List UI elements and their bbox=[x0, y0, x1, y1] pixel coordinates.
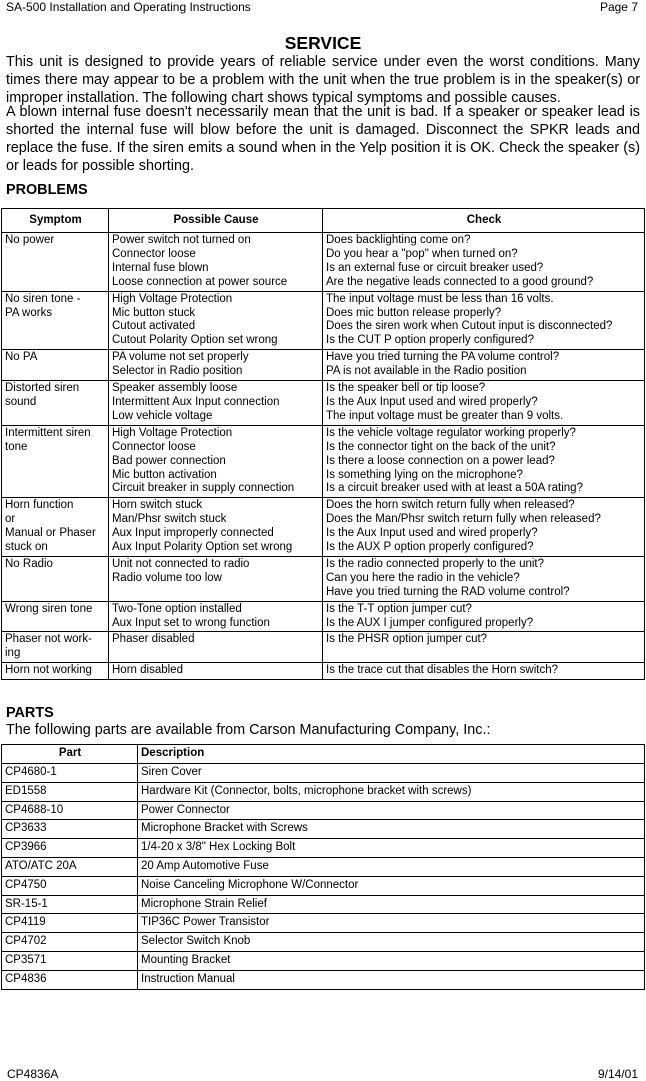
problem-symptom-line: No power bbox=[5, 234, 55, 246]
footer-date: 9/14/01 bbox=[597, 1067, 638, 1081]
problem-check-line: PA is not available in the Radio position bbox=[326, 365, 527, 378]
problem-check-line: Is an external fuse or circuit breaker used? bbox=[326, 261, 544, 274]
part-column-header: Part bbox=[2, 745, 138, 764]
problem-symptom-line: No PA bbox=[5, 351, 38, 364]
symptom-column-header: Symptom bbox=[2, 209, 109, 233]
problem-cause-cell bbox=[109, 425, 323, 498]
problem-cause-cell bbox=[109, 632, 323, 663]
problem-symptom-cell bbox=[2, 663, 109, 680]
part-row bbox=[2, 895, 645, 914]
problem-cause-line: Mic button stuck bbox=[112, 306, 196, 319]
problem-cause-cell bbox=[109, 601, 323, 632]
part-row bbox=[2, 764, 645, 783]
part-row bbox=[2, 801, 645, 820]
parts-intro: The following parts are available from Carson Manufacturing Company, Inc.: bbox=[6, 722, 491, 738]
problem-cause-line: Low vehicle voltage bbox=[112, 409, 213, 422]
problem-symptom-line: Manual or Phaser bbox=[5, 527, 96, 540]
problem-check-cell bbox=[323, 350, 645, 381]
part-row bbox=[2, 876, 645, 895]
problem-cause-line: Two-Tone option installed bbox=[112, 602, 242, 615]
problem-cause-cell bbox=[109, 233, 323, 292]
problem-symptom-cell bbox=[2, 632, 109, 663]
problem-symptom-line: Horn function bbox=[5, 499, 74, 512]
description-column-header: Description bbox=[138, 745, 645, 764]
problem-cause-line: Circuit breaker in supply connection bbox=[112, 482, 295, 495]
problem-check-line: Is the trace cut that disables the Horn switch? bbox=[326, 664, 559, 677]
fuse-paragraph: A blown internal fuse doesn't necessarily mean that the unit is bad. If a speaker or speaker lead is shorted the internal fuse will blow before the unit is damaged. Disconnect the SPKR leads and replace the fuse. If the siren emits a sound when in the Yelp position it is OK. Check the speaker (s) or leads for possible shorting. bbox=[6, 104, 640, 174]
part-number-cell: CP4680-1 bbox=[2, 764, 138, 783]
problem-cause-line: High Voltage Protection bbox=[112, 426, 233, 439]
part-description-cell: Mounting Bracket bbox=[138, 951, 645, 970]
problem-cause-line: Power switch not turned on bbox=[112, 234, 251, 246]
problem-symptom-cell bbox=[2, 425, 109, 498]
problem-check-line: Are the negative leads connected to a good ground? bbox=[326, 275, 594, 288]
problem-check-cell bbox=[323, 498, 645, 557]
problem-symptom-line: Wrong siren tone bbox=[5, 602, 93, 615]
part-row bbox=[2, 857, 645, 876]
part-description-cell: TIP36C Power Transistor bbox=[138, 914, 645, 933]
part-description-cell: Power Connector bbox=[138, 801, 645, 820]
problem-cause-line: Speaker assembly loose bbox=[112, 382, 238, 395]
problem-check-line: Is the AUX I jumper configured properly? bbox=[326, 616, 534, 629]
problem-row bbox=[2, 425, 645, 498]
part-description-cell: Microphone Strain Relief bbox=[138, 895, 645, 914]
part-number-cell: ED1558 bbox=[2, 782, 138, 801]
problem-cause-line: PA volume not set properly bbox=[112, 351, 249, 364]
problem-cause-line: Aux Input improperly connected bbox=[112, 527, 274, 540]
problem-symptom-cell bbox=[2, 381, 109, 426]
problem-cause-line: Loose connection at power source bbox=[112, 275, 288, 288]
problem-row bbox=[2, 663, 645, 680]
intro-paragraph: This unit is designed to provide years of reliable service under even the worst conditions. Many times there may appear to be a problem with the unit when the true problem is in the speaker(s) or improper installation. The following chart shows typical symptoms and possible causes. bbox=[6, 54, 640, 106]
problem-symptom-cell bbox=[2, 291, 109, 350]
part-row bbox=[2, 914, 645, 933]
problem-cause-line: Selector in Radio position bbox=[112, 365, 243, 378]
problem-check-line: Is the connector tight on the back of the unit? bbox=[326, 440, 556, 453]
header-document-title: SA-500 Installation and Operating Instructions bbox=[6, 0, 251, 14]
part-number-cell: CP4750 bbox=[2, 876, 138, 895]
problem-check-line: Does the siren work when Cutout input is disconnected? bbox=[326, 320, 613, 333]
problem-symptom-line: tone bbox=[5, 440, 28, 453]
problems-heading: PROBLEMS bbox=[6, 182, 88, 198]
problem-check-line: Is the Aux Input used and wired properly? bbox=[326, 527, 538, 540]
problem-check-line: Have you tried turning the PA volume control? bbox=[326, 351, 560, 364]
check-column-header: Check bbox=[323, 209, 645, 233]
parts-table bbox=[1, 744, 645, 990]
part-description-cell: Noise Canceling Microphone W/Connector bbox=[138, 876, 645, 895]
part-number-cell: CP4688-10 bbox=[2, 801, 138, 820]
part-description-cell: 1/4-20 x 3/8" Hex Locking Bolt bbox=[138, 839, 645, 858]
problem-cause-line: Man/Phsr switch stuck bbox=[112, 513, 227, 526]
problem-symptom-line: stuck on bbox=[5, 541, 48, 554]
problem-cause-line: Intermittent Aux Input connection bbox=[112, 395, 280, 408]
problem-symptom-cell bbox=[2, 233, 109, 292]
problem-symptom-line: No siren tone - bbox=[5, 292, 81, 305]
problem-symptom-line: Intermittent siren bbox=[5, 426, 91, 439]
problem-symptom-line: Horn not working bbox=[5, 664, 92, 677]
problem-check-line: Is the radio connected properly to the unit? bbox=[326, 557, 545, 570]
problem-cause-cell bbox=[109, 350, 323, 381]
problem-check-cell bbox=[323, 233, 645, 292]
problem-check-cell bbox=[323, 381, 645, 426]
problem-row bbox=[2, 556, 645, 601]
problem-check-cell bbox=[323, 291, 645, 350]
problem-symptom-line: or bbox=[5, 513, 16, 526]
problem-check-line: Is the Aux Input used and wired properly? bbox=[326, 395, 538, 408]
problem-row bbox=[2, 381, 645, 426]
problem-symptom-cell bbox=[2, 350, 109, 381]
part-row bbox=[2, 820, 645, 839]
problem-symptom-cell bbox=[2, 498, 109, 557]
part-row bbox=[2, 839, 645, 858]
problem-check-cell bbox=[323, 601, 645, 632]
problem-check-line: Is the AUX P option properly configured? bbox=[326, 541, 534, 554]
problems-body bbox=[2, 233, 645, 680]
problem-check-line: Is the T-T option jumper cut? bbox=[326, 602, 472, 615]
problem-symptom-line: No Radio bbox=[5, 557, 53, 570]
problem-cause-line: Aux Input set to wrong function bbox=[112, 616, 270, 629]
problems-header-row bbox=[2, 209, 645, 233]
part-number-cell: CP3633 bbox=[2, 820, 138, 839]
part-number-cell: ATO/ATC 20A bbox=[2, 857, 138, 876]
problem-check-cell bbox=[323, 663, 645, 680]
problem-check-line: Is the speaker bell or tip loose? bbox=[326, 382, 486, 395]
problem-cause-cell bbox=[109, 381, 323, 426]
part-row bbox=[2, 970, 645, 989]
problem-cause-cell bbox=[109, 291, 323, 350]
parts-body bbox=[2, 764, 645, 990]
problem-cause-line: Radio volume too low bbox=[112, 571, 222, 584]
problem-symptom-cell bbox=[2, 556, 109, 601]
problem-cause-cell bbox=[109, 556, 323, 601]
problem-check-line: Does the Man/Phsr switch return fully when released? bbox=[326, 513, 601, 526]
part-description-cell: Siren Cover bbox=[138, 764, 645, 783]
problem-check-cell bbox=[323, 632, 645, 663]
problem-symptom-line: ing bbox=[5, 647, 21, 660]
part-description-cell: Microphone Bracket with Screws bbox=[138, 820, 645, 839]
problem-check-line: Is a circuit breaker used with at least a 50A rating? bbox=[326, 482, 583, 495]
problem-check-line: Is something lying on the microphone? bbox=[326, 468, 523, 481]
part-number-cell: CP3966 bbox=[2, 839, 138, 858]
problem-check-line: Is there a loose connection on a power lead? bbox=[326, 454, 555, 467]
problem-row bbox=[2, 498, 645, 557]
problem-cause-line: Phaser disabled bbox=[112, 633, 195, 646]
problem-check-line: Is the PHSR option jumper cut? bbox=[326, 633, 488, 646]
part-description-cell: Selector Switch Knob bbox=[138, 933, 645, 952]
problem-check-cell bbox=[323, 425, 645, 498]
problem-cause-line: Cutout Polarity Option set wrong bbox=[112, 334, 278, 347]
problem-check-line: Is the vehicle voltage regulator working properly? bbox=[326, 426, 576, 439]
header-page-number: Page 7 bbox=[599, 0, 638, 14]
problem-row bbox=[2, 350, 645, 381]
problem-row bbox=[2, 291, 645, 350]
problem-symptom-line: Phaser not work- bbox=[5, 633, 92, 646]
problem-symptom-cell bbox=[2, 601, 109, 632]
problem-cause-line: Connector loose bbox=[112, 247, 196, 260]
problem-row bbox=[2, 233, 645, 292]
part-row bbox=[2, 782, 645, 801]
problem-cause-line: Unit not connected to radio bbox=[112, 557, 250, 570]
part-number-cell: CP4119 bbox=[2, 914, 138, 933]
problem-check-cell bbox=[323, 556, 645, 601]
problem-row bbox=[2, 601, 645, 632]
problem-symptom-line: PA works bbox=[5, 306, 53, 319]
problem-cause-line: Horn disabled bbox=[112, 664, 183, 677]
parts-header-row bbox=[2, 745, 645, 764]
problem-check-line: The input voltage must be less than 16 volts. bbox=[326, 292, 554, 305]
problem-symptom-line: sound bbox=[5, 395, 37, 408]
problem-check-line: Have you tried turning the RAD volume control? bbox=[326, 585, 570, 598]
problem-row bbox=[2, 632, 645, 663]
page-title: SERVICE bbox=[284, 33, 362, 53]
problem-cause-line: Horn switch stuck bbox=[112, 499, 203, 512]
problem-check-line: The input voltage must be greater than 9 volts. bbox=[326, 409, 564, 422]
part-number-cell: CP3571 bbox=[2, 951, 138, 970]
part-description-cell: 20 Amp Automotive Fuse bbox=[138, 857, 645, 876]
part-row bbox=[2, 951, 645, 970]
part-number-cell: CP4702 bbox=[2, 933, 138, 952]
problem-cause-line: High Voltage Protection bbox=[112, 292, 233, 305]
problem-cause-line: Aux Input Polarity Option set wrong bbox=[112, 541, 293, 554]
problem-symptom-line: Distorted siren bbox=[5, 382, 80, 395]
part-description-cell: Instruction Manual bbox=[138, 970, 645, 989]
part-row bbox=[2, 933, 645, 952]
problem-cause-cell bbox=[109, 498, 323, 557]
parts-heading: PARTS bbox=[6, 705, 54, 721]
problem-cause-cell bbox=[109, 663, 323, 680]
problem-cause-line: Internal fuse blown bbox=[112, 261, 209, 274]
problem-cause-line: Mic button activation bbox=[112, 468, 217, 481]
problem-check-line: Is the CUT P option properly configured? bbox=[326, 334, 534, 347]
cause-column-header: Possible Cause bbox=[109, 209, 323, 233]
problem-cause-line: Connector loose bbox=[112, 440, 196, 453]
part-number-cell: SR-15-1 bbox=[2, 895, 138, 914]
footer-document-code: CP4836A bbox=[7, 1067, 59, 1081]
problem-check-line: Does the horn switch return fully when released? bbox=[326, 499, 575, 512]
part-number-cell: CP4836 bbox=[2, 970, 138, 989]
part-description-cell: Hardware Kit (Connector, bolts, microphone bracket with screws) bbox=[138, 782, 645, 801]
problem-cause-line: Bad power connection bbox=[112, 454, 226, 467]
problem-check-line: Can you here the radio in the vehicle? bbox=[326, 571, 520, 584]
problem-cause-line: Cutout activated bbox=[112, 320, 196, 333]
problems-table bbox=[1, 208, 645, 680]
problem-check-line: Does mic button release properly? bbox=[326, 306, 502, 319]
problem-check-line: Does backlighting come on? bbox=[326, 234, 471, 246]
problem-check-line: Do you hear a "pop" when turned on? bbox=[326, 247, 518, 260]
